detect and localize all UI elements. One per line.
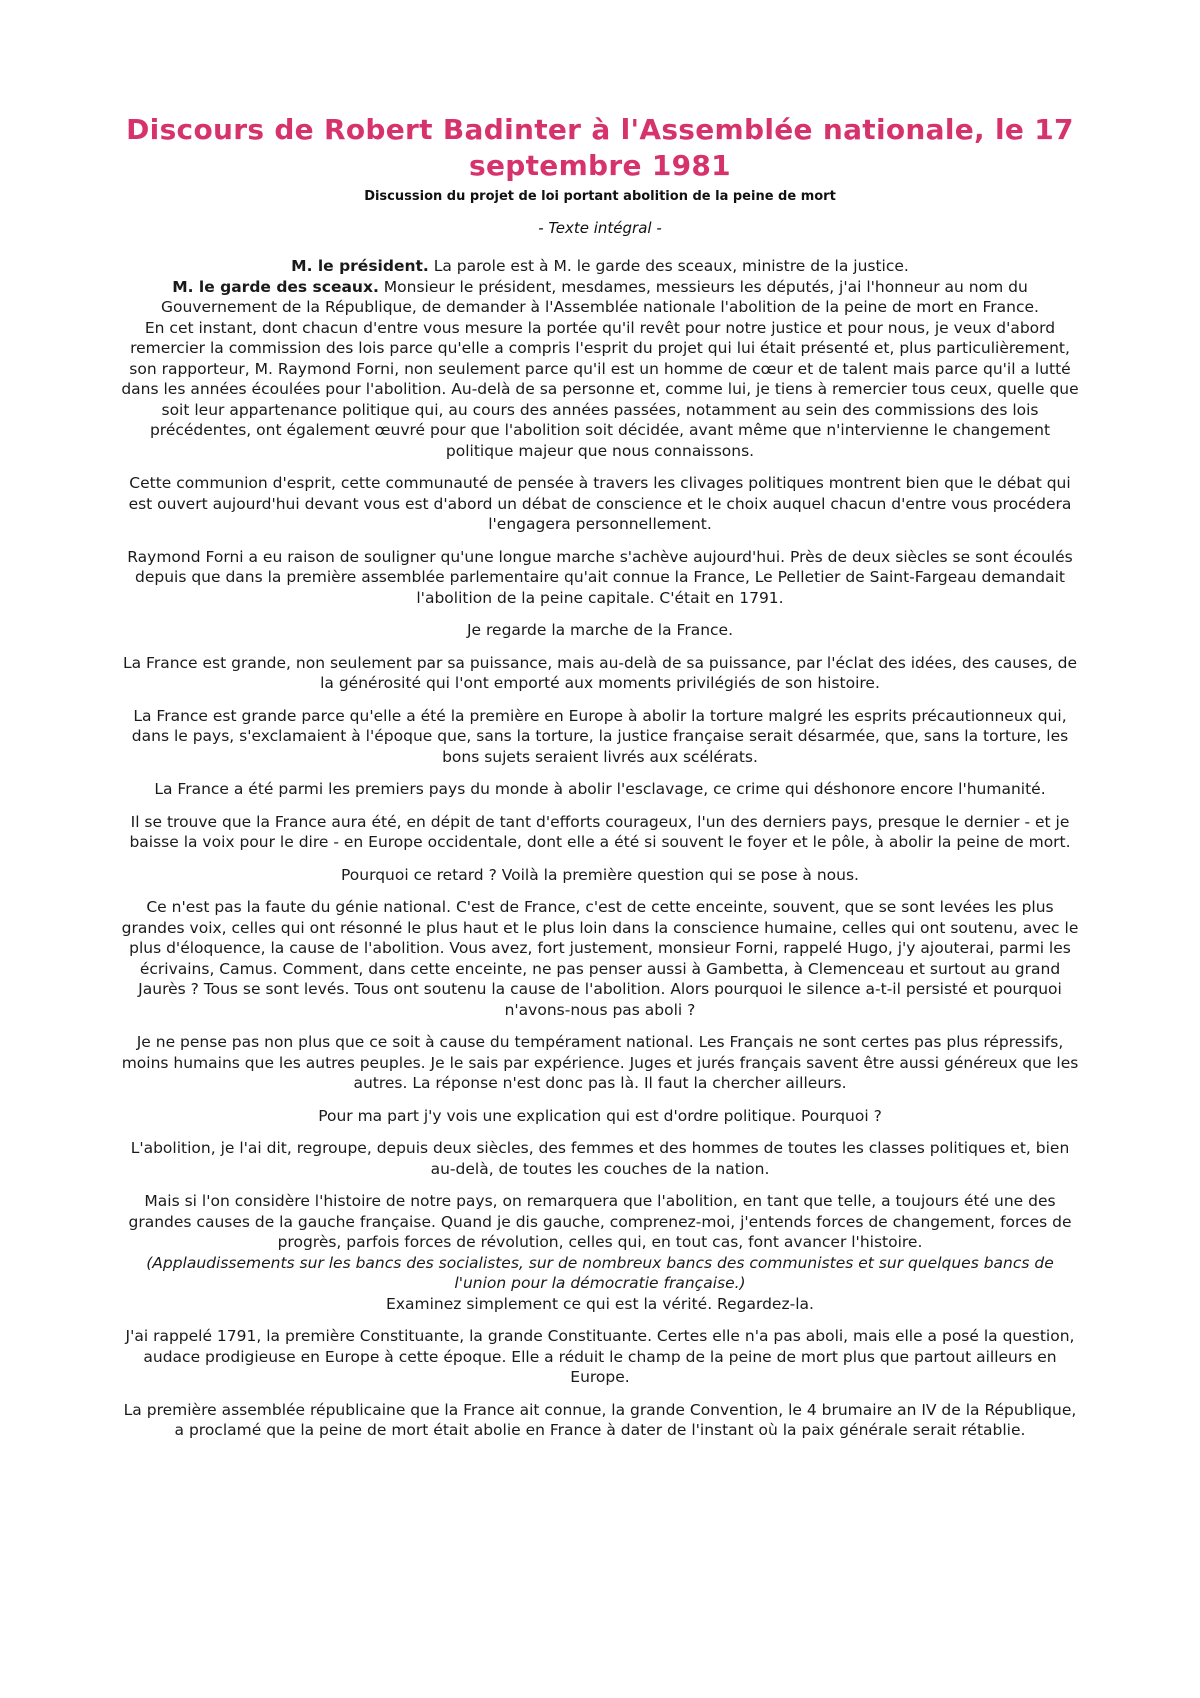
garde-text: Monsieur le président, mesdames, messieurs les députés, j'ai l'honneur au nom du Gouvernement de la République, de demander à l'Assemblée nationale l'abolition de la peine de mort en France. xyxy=(161,277,1039,316)
gauche-paragraph xyxy=(118,1191,1082,1314)
document-title: Discours de Robert Badinter à l'Assemblée nationale, le 17 septembre 1981 xyxy=(126,113,1074,182)
paragraph: Je regarde la marche de la France. xyxy=(466,621,733,639)
paragraph: La France est grande parce qu'elle a été la première en Europe à abolir la torture malgré les esprits précautionneux qui, dans le pays, s'exclamaient à l'époque que, sans la torture, la justice française serait désarmée, que, sans la torture, les bons sujets seraient livrés aux scélérats. xyxy=(131,706,1069,766)
paragraph: L'abolition, je l'ai dit, regroupe, depuis deux siècles, des femmes et des hommes de toutes les classes politiques et, bien au-delà, de toutes les couches de la nation. xyxy=(130,1139,1070,1178)
paragraph: Ce n'est pas la faute du génie national. C'est de France, c'est de cette enceinte, souvent, que se sont levées les plus grandes voix, celles qui ont résonné le plus haut et le plus loin dans la conscience humaine, celles qui ont soutenu, avec le plus d'éloquence, la cause de l'abolition. Vous avez, fort justement, monsieur Forni, rappelé Hugo, j'y ajouterai, parmi les écrivains, Camus. Comment, dans cette enceinte, ne pas penser aussi à Gambetta, à Clemenceau et surtout au grand Jaurès ? Tous se sont levés. Tous ont soutenu la cause de l'abolition. Alors pourquoi le silence a-t-il persisté et pourquoi n'avons-nous pas aboli ? xyxy=(121,898,1079,1019)
integral-text-label: - Texte intégral - xyxy=(538,219,662,237)
paragraph: Il se trouve que la France aura été, en dépit de tant d'efforts courageux, l'un des derniers pays, presque le dernier - et je baisse la voix pour le dire - en Europe occidentale, dont elle a été si souvent le foyer et le pôle, à abolir la peine de mort. xyxy=(129,812,1071,851)
president-line xyxy=(118,256,1082,277)
speaker-garde-des-sceaux: M. le garde des sceaux. xyxy=(172,277,379,296)
paragraph: Je ne pense pas non plus que ce soit à cause du tempérament national. Les Français ne sont certes pas plus répressifs, moins humains que les autres peuples. Je le sais par expérience. Juges et jurés français savent être aussi généreux que les autres. La réponse n'est donc pas là. Il faut la chercher ailleurs. xyxy=(121,1033,1079,1092)
garde-line xyxy=(118,277,1082,318)
opening-paragraph xyxy=(118,256,1082,461)
document-subtitle: Discussion du projet de loi portant abolition de la peine de mort xyxy=(364,189,836,204)
paragraph: Pourquoi ce retard ? Voilà la première question qui se pose à nous. xyxy=(341,865,859,884)
speaker-president: M. le président. xyxy=(291,257,429,275)
paragraph: Pour ma part j'y vois une explication qui est d'ordre politique. Pourquoi ? xyxy=(318,1106,882,1125)
president-text: La parole est à M. le garde des sceaux, ministre de la justice. xyxy=(428,257,909,275)
paragraph: J'ai rappelé 1791, la première Constituante, la grande Constituante. Certes elle n'a pas aboli, mais elle a posé la question, audace prodigieuse en Europe à cette époque. Elle a réduit le champ de la peine de mort plus que partout ailleurs en Europe. xyxy=(125,1327,1075,1386)
applause-note: (Applaudissements sur les bancs des socialistes, sur de nombreux bancs des communistes et sur quelques bancs de l'union pour la démocratie française.) xyxy=(146,1253,1054,1292)
opening-continuation: En cet instant, dont chacun d'entre vous mesure la portée qu'il revêt pour notre justice et pour nous, je veux d'abord remercier la commission des lois parce qu'elle a compris l'esprit du projet qui lui était présenté et, plus particulièrement, son rapporteur, M. Raymond Forni, non seulement parce qu'il est un homme de cœur et de talent mais parce qu'il a lutté dans les années écoulées pour l'abolition. Au-delà de sa personne et, comme lui, je tiens à remercier tous ceux, quelle que soit leur appartenance politique qui, au cours des années passées, notamment au sein des commissions des lois précédentes, ont également œuvré pour que l'abolition soit décidée, avant même que n'intervienne le changement politique majeur que nous connaissons. xyxy=(121,318,1079,460)
paragraph: La première assemblée républicaine que la France ait connue, la grande Convention, le 4 brumaire an IV de la République, a proclamé que la peine de mort était abolie en France à dater de l'instant où la paix générale serait rétablie. xyxy=(123,1400,1077,1439)
document-page xyxy=(118,112,1082,1453)
gauche-text: Mais si l'on considère l'histoire de notre pays, on remarquera que l'abolition, en tant que telle, a toujours été une des grandes causes de la gauche française. Quand je dis gauche, comprenez-moi, j'entends forces de changement, forces de progrès, parfois forces de révolution, celles qui, en tout cas, font avancer l'histoire. xyxy=(128,1192,1072,1251)
paragraph: La France est grande, non seulement par sa puissance, mais au-delà de sa puissance, par l'éclat des idées, des causes, de la générosité qui l'ont emporté aux moments privilégiés de son histoire. xyxy=(122,653,1077,692)
paragraph: Cette communion d'esprit, cette communauté de pensée à travers les clivages politiques montrent bien que le débat qui est ouvert aujourd'hui devant vous est d'abord un débat de conscience et le choix auquel chacun d'entre vous procédera l'engagera personnellement. xyxy=(128,474,1072,533)
paragraph: La France a été parmi les premiers pays du monde à abolir l'esclavage, ce crime qui déshonore encore l'humanité. xyxy=(154,780,1046,798)
gauche-after: Examinez simplement ce qui est la vérité. Regardez-la. xyxy=(386,1294,814,1313)
paragraph: Raymond Forni a eu raison de souligner qu'une longue marche s'achève aujourd'hui. Près de deux siècles se sont écoulés depuis que dans la première assemblée parlementaire qu'ait connue la France, Le Pelletier de Saint-Fargeau demandait l'abolition de la peine capitale. C'était en 1791. xyxy=(127,547,1073,607)
